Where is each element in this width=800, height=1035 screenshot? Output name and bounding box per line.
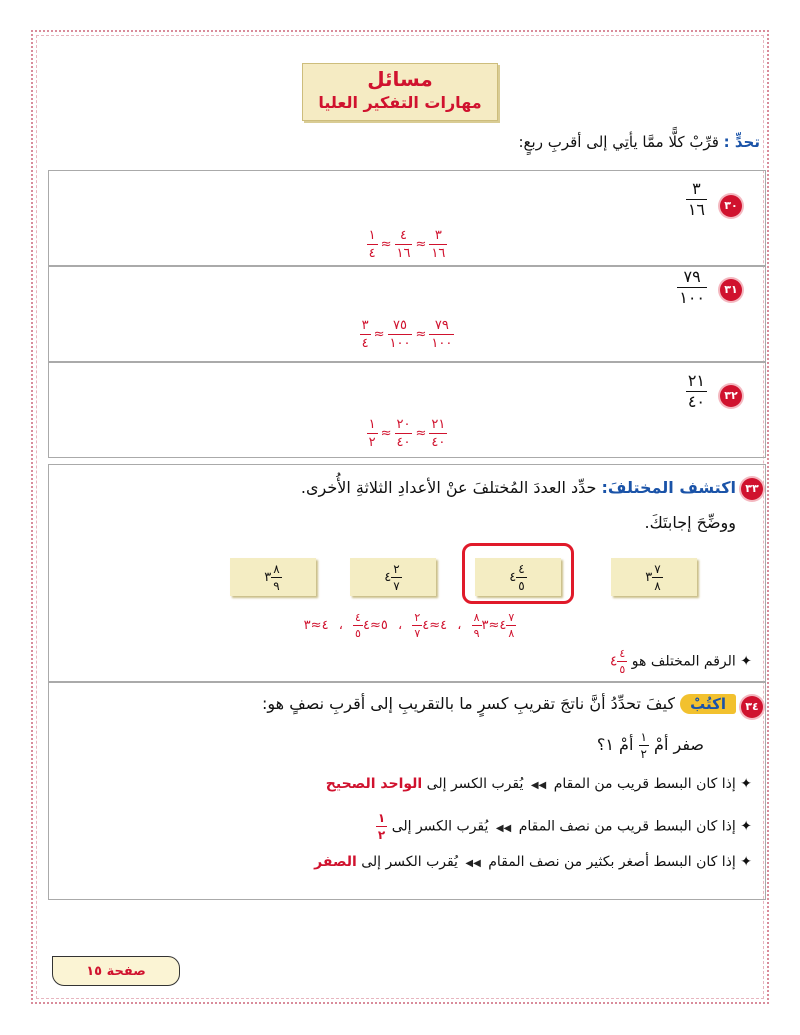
bullet-item: ✦ إذا كان البسط قريب من المقام ◀◀ يُقرب الكسر إلى الواحد الصحيح (325, 776, 752, 792)
numerator: ٢١ (687, 371, 705, 390)
answer-fraction: $\frac{١}{٤}$ (368, 228, 376, 261)
approx-sign: ≈ (373, 327, 385, 342)
problem-number: ٣٣ (741, 478, 763, 500)
write-line-2: صفر أمْ $\frac{١}{٢}$ أمْ ١؟ (596, 730, 704, 761)
answer-fraction: $\frac{٢١}{٤٠}$ (431, 417, 446, 450)
number-card[interactable]: ٣ $\frac{٧}{٨}$ (611, 558, 697, 596)
bullet-icon: ✦ (740, 776, 752, 792)
bullet-item: ✦ إذا كان البسط قريب من نصف المقام ◀◀ يُقرب الكسر إلى $\frac{١}{٢}$ (377, 811, 752, 842)
answer-fraction: $\frac{١}{٢}$ (368, 417, 376, 450)
selection-ring (462, 543, 574, 604)
numerator: ٣ (692, 179, 701, 198)
approx-sign: ≈ (415, 426, 427, 441)
denominator: ٤٠ (687, 392, 705, 411)
odd-answer: ✦ الرقم المختلف هو ٤ $\frac{٤}{٥}$ (609, 647, 752, 676)
problem-number: ٣٤ (741, 696, 763, 718)
problem-number: ٣٢ (720, 385, 742, 407)
write-question (262, 694, 736, 714)
approx-sign: ≈ (415, 327, 427, 342)
number-card[interactable]: ٤ $\frac{٢}{٧}$ (350, 558, 436, 596)
odd-question (301, 478, 736, 497)
bullet-icon: ✦ (740, 854, 752, 870)
double-arrow-icon: ◀◀ (530, 780, 547, 791)
title-sub: مهارات التفكير العليا (318, 93, 482, 112)
denominator: ١٦ (687, 200, 705, 219)
title-main: مسائل (367, 67, 433, 91)
answer-fraction: $\frac{٧٥}{١٠٠}$ (389, 318, 411, 351)
number-card[interactable]: ٣ $\frac{٨}{٩}$ (230, 558, 316, 596)
problem-32 (48, 362, 766, 458)
number-card-selected[interactable]: ٤ $\frac{٤}{٥}$ (475, 558, 561, 596)
intro-text: قرِّبْ كلًّا ممَّا يأتِي إلى أقربِ ربعٍ: (518, 133, 719, 151)
question-fraction (677, 269, 707, 306)
answer-fraction: $\frac{٧٩}{١٠٠}$ (431, 318, 453, 351)
double-arrow-icon: ◀◀ (495, 822, 512, 834)
answer-line (49, 229, 765, 260)
approx-line: ٤≈٣ $\frac{٨}{٩}$ ، ٤≈٤ $\frac{٢}{٧}$ ، ٥≈٤ $\frac{٤}{٥}$ ، ٤≈٣ $\frac{٧}{٨}$ (303, 611, 515, 640)
problem-31 (48, 266, 766, 362)
odd-text: حدِّد العددَ المُختلفَ عنْ الأعدادِ الثلاثةِ الأُخرى. (300, 478, 597, 497)
problem-number: ٣١ (720, 279, 742, 301)
answer-line (49, 319, 765, 350)
write-badge: اكتُبْ (680, 694, 736, 714)
odd-text-2: ووضِّحَ إجابتَكَ. (644, 513, 736, 532)
page-number-tab: صفحة ١٥ (52, 956, 180, 986)
problem-30 (48, 170, 766, 266)
odd-label: اكتشف المختلفَ: (601, 478, 736, 497)
denominator: ١٠٠ (679, 288, 705, 307)
answer-fraction: $\frac{٤}{١٦}$ (396, 228, 411, 261)
double-arrow-icon: ◀◀ (465, 858, 481, 869)
answer-fraction: $\frac{٢٠}{٤٠}$ (396, 417, 411, 450)
problem-number: ٣٠ (720, 195, 742, 217)
section-title (302, 63, 498, 121)
answer-line (49, 418, 765, 449)
intro-label: تحدٍّ : (723, 133, 760, 151)
numerator: ٧٩ (683, 267, 701, 286)
approx-sign: ≈ (415, 237, 427, 252)
question-fraction (686, 373, 707, 410)
approx-sign: ≈ (380, 237, 392, 252)
question-fraction (686, 181, 707, 218)
approx-sign: ≈ (380, 426, 392, 441)
bullet-icon: ✦ (740, 818, 752, 835)
bullet-item: ✦ إذا كان البسط أصغر بكثير من نصف المقام ◀◀ يُقرب الكسر إلى الصفر (314, 854, 752, 870)
intro-line (518, 133, 760, 151)
answer-fraction: $\frac{٣}{١٦}$ (431, 228, 446, 261)
bullet-icon: ✦ (740, 653, 752, 670)
write-text: كيفَ تحدِّدُ أنَّ ناتجَ تقريبِ كسرٍ ما بالتقريبِ إلى أقربِ نصفٍ هو: (262, 694, 676, 713)
answer-fraction: $\frac{٣}{٤}$ (361, 318, 369, 351)
